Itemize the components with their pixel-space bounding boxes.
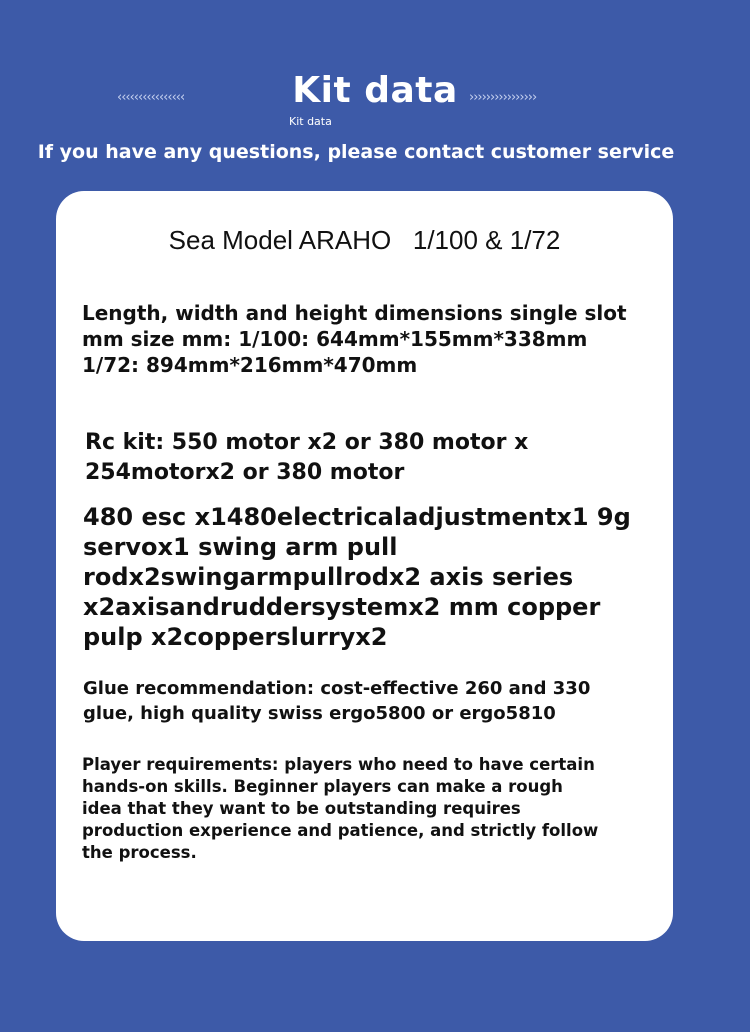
right-chevron-decoration: ›››››››››››››››› [469,90,537,105]
kit-info-card [56,191,673,941]
contact-notice: If you have any questions, please contact customer service [37,141,675,163]
player-requirements-text: Player requirements: players who need to have certain hands-on skills. Beginner players can make a rough idea that they want to be outstanding requires production experience and patience, and strictly follow the process. [82,755,599,862]
parts-list-text: 480 esc x1480electricaladjustmentx1 9g servox1 swing arm pull rodx2swingarmpullrodx2 axis series x2axisandruddersystemx2 mm copper pulp x2copperslurryx2 [83,503,631,651]
page-subtitle: Kit data [289,115,332,128]
dimensions-text: Length, width and height dimensions single slot mm size mm: 1/100: 644mm*155mm*338mm 1/72: 894mm*216mm*470mm [82,301,627,377]
model-title: Sea Model ARAHO 1/100 & 1/72 [168,225,561,255]
rc-kit-text: Rc kit: 550 motor x2 or 380 motor x 254motorx2 or 380 motor [85,430,529,485]
glue-recommendation-text: Glue recommendation: cost-effective 260 and 330 glue, high quality swiss ergo5800 or ergo5810 [83,678,591,724]
page-title: Kit data [292,70,458,111]
left-chevron-decoration: ‹‹‹‹‹‹‹‹‹‹‹‹‹‹‹‹ [117,90,185,105]
